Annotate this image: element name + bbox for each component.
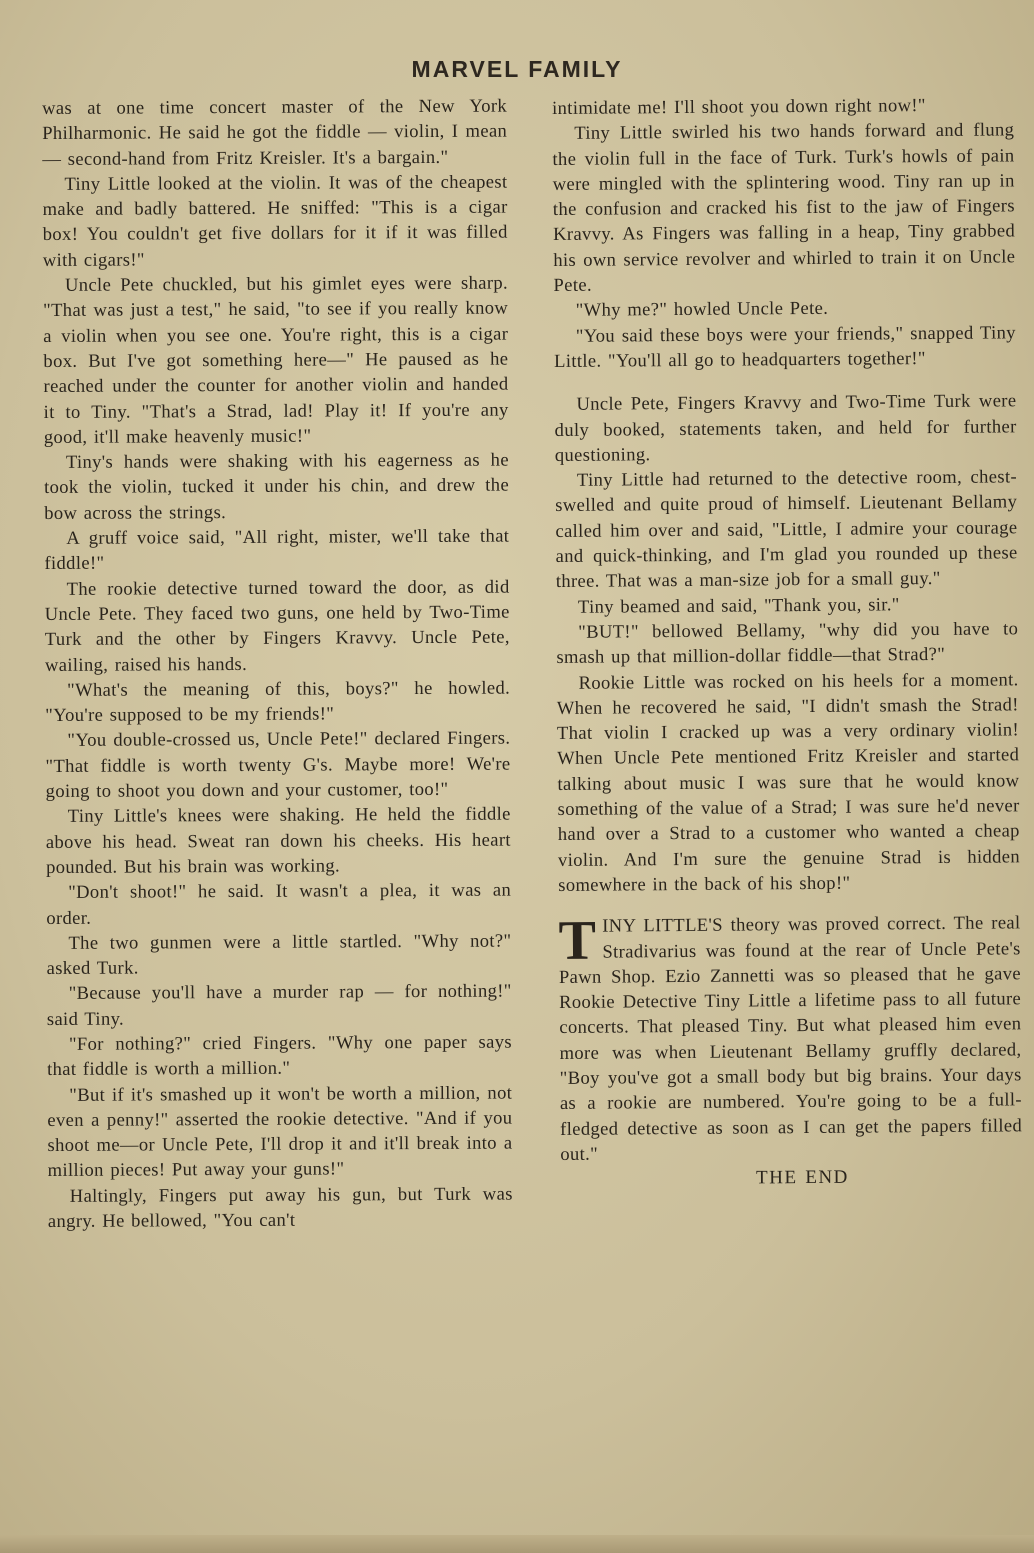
running-head-title: MARVEL FAMILY: [411, 56, 623, 82]
paragraph: "You double-crossed us, Uncle Pete!" declared Fingers. "That fiddle is worth twenty G's. Maybe more! We're going to shoot you down and your customer, too!": [45, 727, 511, 803]
paragraph: Tiny's hands were shaking with his eagerness as he took the violin, tucked it under his chin, and drew the bow across the strings.: [43, 449, 510, 524]
paragraph: Haltingly, Fingers put away his gun, but Turk was angry. He bellowed, "You can't: [47, 1183, 513, 1233]
paragraph: "But if it's smashed up it won't be worth a million, not even a penny!" asserted the rookie detective. "And if you shoot me—or Uncle Pete, I'll drop it and it'll break into a million pieces! Put away your guns!": [47, 1082, 513, 1182]
paragraph: The rookie detective turned toward the door, as did Uncle Pete. They faced two guns, one held by Two-Time Turk and the other by Fingers Kravvy. Uncle Pete, wailing, raised his hands.: [44, 576, 510, 676]
paragraph: Tiny beamed and said, "Thank you, sir.": [577, 593, 900, 618]
paragraph: Rookie Little was rocked on his heels for a moment. When he recovered he said, "I didn't smash the Strad! That violin I cracked up was a very ordinary violin! When Uncle Pete mentioned Fritz Kreisler and started talking about music I was sure that he would know something of the value of a Strad; I was sure he'd never hand over a Strad to a customer who wanted a cheap violin. And I'm sure the genuine Strad is hidden somewhere in the back of his shop!": [556, 668, 1021, 896]
paragraph: The two gunmen were a little startled. "Why not?" asked Turk.: [46, 930, 512, 980]
paragraph: Tiny Little's knees were shaking. He held the fiddle above his head. Sweat ran down his cheeks. His heart pounded. But his brain was working.: [45, 803, 511, 878]
paragraph: "What's the meaning of this, boys?" he howled. "You're supposed to be my friends!": [45, 677, 511, 727]
drop-cap: T: [558, 909, 597, 973]
paragraph: intimidate me! I'll shoot you down right now!": [552, 95, 926, 119]
paragraph: Uncle Pete, Fingers Kravvy and Two-Time Turk were duly booked, statements taken, and held for further questioning.: [554, 390, 1017, 466]
paragraph: A gruff voice said, "All right, mister, we'll take that fiddle!": [44, 525, 510, 575]
final-paragraph: [558, 911, 1022, 1168]
paragraph: Uncle Pete chuckled, but his gimlet eyes were sharp. "That was just a test," he said, "to see if you really know a violin when you see one. You're right, this is a cigar box. But I've got something here—" He paused as he reached under the counter for another violin and handed it to Tiny. "That's a Strad, lad! Play it! If you're any good, it'll make heavenly music!": [43, 272, 509, 448]
page-bottom-edge: [0, 1535, 1034, 1553]
paragraph: "You said these boys were your friends," snapped Tiny Little. "You'll all go to headquarters together!": [554, 322, 1016, 372]
paragraph: "Why me?" howled Uncle Pete.: [575, 298, 829, 322]
paragraph: "Because you'll have a murder rap — for nothing!" said Tiny.: [46, 980, 512, 1030]
paragraph: "Don't shoot!" he said. It wasn't a plea, it was an order.: [46, 879, 512, 929]
left-column: [42, 94, 513, 1235]
paragraph: "For nothing?" cried Fingers. "Why one paper says that fiddle is worth a million.": [47, 1031, 513, 1081]
paragraph: "BUT!" bellowed Bellamy, "why did you have to smash up that million-dollar fiddle—that Strad?": [556, 618, 1019, 669]
final-paragraph-text: INY LITTLE'S theory was proved correct. The real Stradivarius was found at the rear of Uncle Pete's Pawn Shop. Ezio Zannetti was so pleased that he gave Rookie Detective Tiny Little a lifetime pass to all future concerts. That pleased Tiny. But what pleased him even more was when Lieutenant Bellamy gruffly declared, "Boy you've got a small body but big brains. Your days as a rookie are numbered. You're going to be a full-fledged detective as soon as I can get the papers filled out.": [558, 912, 1023, 1165]
paragraph: Tiny Little had returned to the detective room, chest-swelled and quite proud of himself. Lieutenant Bellamy called him over and said, "Little, I admire your courage and quick-thinking, and I'm glad you rounded up these three. That was a man-size job for a small guy.": [555, 466, 1018, 593]
the-end-label: THE END: [756, 1166, 849, 1189]
right-column: [552, 92, 1023, 1192]
paragraph: Tiny Little looked at the violin. It was of the cheapest make and badly battered. He sniffed: "This is a cigar box! You couldn't get five dollars for it if it was filled with cigars!": [42, 171, 508, 271]
paragraph: was at one time concert master of the New York Philharmonic. He said he got the fiddle — violin, I mean — second-hand from Fritz Kreisler. It's a bargain.": [42, 95, 508, 170]
paragraph: Tiny Little swirled his two hands forward and flung the violin full in the face of Turk. Turk's howls of pain were mingled with the splintering wood. Tiny ran up in the confusion and cracked his fist to the jaw of Fingers Kravvy. As Fingers was falling in a heap, Tiny grabbed his own service revolver and whirled to train it on Uncle Pete.: [552, 119, 1016, 297]
